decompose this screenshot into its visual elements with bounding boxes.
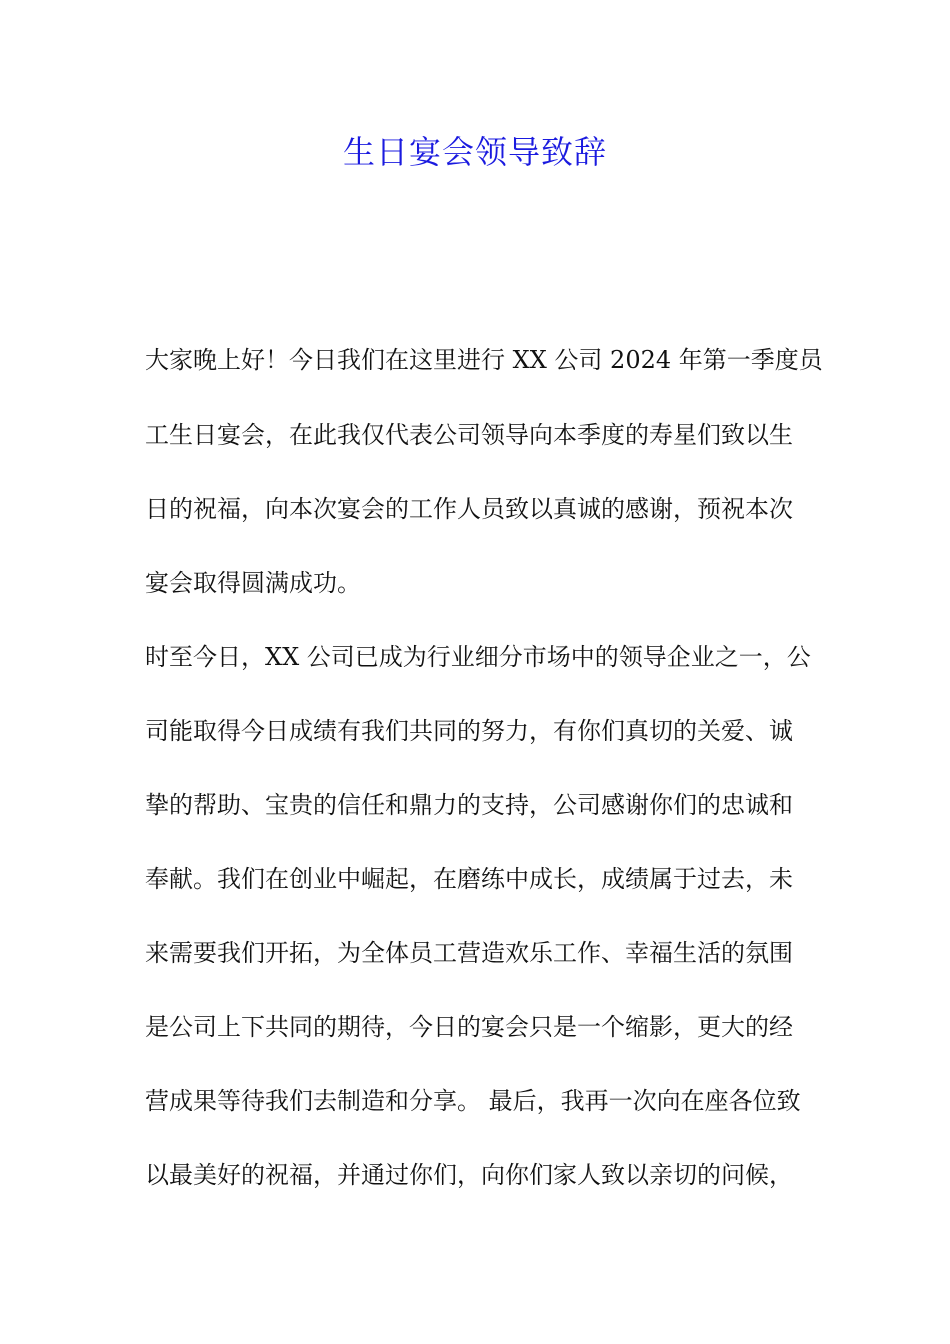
body-line: 日的祝福，向本次宴会的工作人员致以真诚的感谢，预祝本次 <box>145 495 793 523</box>
body-line: 大家晚上好！今日我们在这里进行 XX 公司 2024 年第一季度员 <box>145 346 823 374</box>
body-line: 来需要我们开拓，为全体员工营造欢乐工作、幸福生活的氛围 <box>145 939 793 967</box>
body-line: 营成果等待我们去制造和分享。 最后，我再一次向在座各位致 <box>145 1087 801 1115</box>
body-line: 是公司上下共同的期待，今日的宴会只是一个缩影，更大的经 <box>145 1013 793 1041</box>
body-line: 宴会取得圆满成功。 <box>145 569 361 597</box>
document-title: 生日宴会领导致辞 <box>342 133 607 171</box>
body-line: 工生日宴会，在此我仅代表公司领导向本季度的寿星们致以生 <box>145 421 793 449</box>
body-line: 挚的帮助、宝贵的信任和鼎力的支持，公司感谢你们的忠诚和 <box>145 791 793 819</box>
body-line: 司能取得今日成绩有我们共同的努力，有你们真切的关爱、诚 <box>145 717 793 745</box>
body-line: 以最美好的祝福，并通过你们，向你们家人致以亲切的问候， <box>145 1161 793 1189</box>
body-line: 时至今日，XX 公司已成为行业细分市场中的领导企业之一，公 <box>145 643 811 671</box>
body-line: 奉献。我们在创业中崛起，在磨练中成长，成绩属于过去，未 <box>145 865 793 893</box>
